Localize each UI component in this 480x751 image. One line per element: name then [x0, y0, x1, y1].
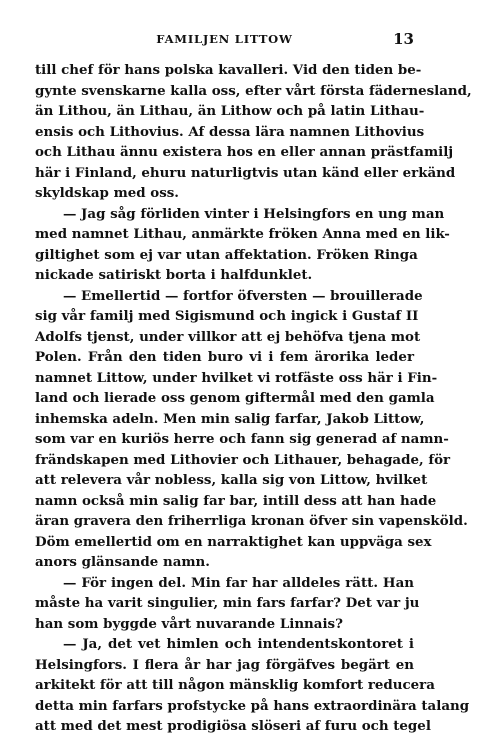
text-line: inhemska adeln. Men min salig farfar, Jakob Littow, — [35, 410, 425, 427]
text-line: namn också min salig far bar, intill dess att han hade — [35, 492, 437, 509]
text-line: gynte svenskarne kalla oss, efter vårt första fädernesland, — [35, 82, 472, 99]
text-line: skyldskap med oss. — [35, 185, 179, 201]
text-line: detta min farfars profstycke på hans extraordinära talang — [35, 697, 470, 714]
text-line: arkitekt för att till någon mänsklig komfort reducera — [35, 677, 435, 693]
text-line: — Jag såg förliden vinter i Helsingfors en ung man — [63, 205, 445, 222]
text-line: han som byggde vårt nuvarande Linnais? — [35, 615, 343, 632]
text-line: land och lierade oss genom giftermål med den gamla — [35, 390, 435, 406]
running-title: FAMILJEN LITTOW — [156, 32, 293, 46]
text-line: Döm emellertid om en narraktighet kan uppväga sex — [35, 533, 432, 550]
text-line: med namnet Lithau, anmärkte fröken Anna med en lik- — [35, 226, 450, 242]
text-line: och Lithau ännu existera hos en eller annan prästfamilj — [35, 144, 454, 160]
body-text — [35, 60, 472, 737]
text-line: ensis och Lithovius. Af dessa lära namnen Lithovius — [35, 123, 425, 140]
text-line: nickade satiriskt borta i halfdunklet. — [35, 267, 313, 283]
text-line: att relevera vår nobless, kalla sig von Littow, hvilket — [35, 472, 428, 488]
page-header — [35, 30, 414, 48]
text-line: frändskapen med Lithovier och Lithauer, behagade, för — [35, 451, 451, 468]
text-line: giltighet som ej var utan affektation. Fröken Ringa — [35, 246, 418, 263]
text-line: att med det mest prodigiösa slöseri af furu och tegel — [35, 718, 431, 734]
text-line: här i Finland, ehuru naturligtvis utan känd eller erkänd — [35, 164, 456, 181]
text-line: sig vår familj med Sigismund och ingick i Gustaf II — [35, 308, 419, 324]
text-line: som var en kuriös herre och fann sig generad af namn- — [35, 431, 449, 447]
text-line: — För ingen del. Min far har alldeles rätt. Han — [63, 574, 414, 591]
text-line: Adolfs tjenst, under villkor att ej behöfva tjena mot — [35, 328, 421, 345]
text-line: till chef för hans polska kavalleri. Vid den tiden be- — [35, 62, 422, 78]
text-line: — Emellertid — fortfor öfversten — brouillerade — [63, 287, 423, 304]
page-number: 13 — [393, 30, 414, 48]
text-line: namnet Littow, under hvilket vi rotfäste oss här i Fin- — [35, 369, 438, 386]
text-line: än Lithou, än Lithau, än Lithow och på latin Lithau- — [35, 103, 425, 119]
text-line: måste ha varit singulier, min fars farfar? Det var ju — [35, 595, 420, 611]
text-line: Polen. Från den tiden buro vi i fem ärorika leder — [35, 349, 414, 365]
text-line: äran gravera den friherrliga kronan öfver sin vapensköld. — [35, 513, 468, 529]
text-line: — Ja, det vet himlen och intendentskontoret i — [63, 636, 414, 652]
text-line: anors glänsande namn. — [35, 554, 210, 570]
text-line: Helsingfors. I flera år har jag förgäfves begärt en — [35, 656, 414, 673]
